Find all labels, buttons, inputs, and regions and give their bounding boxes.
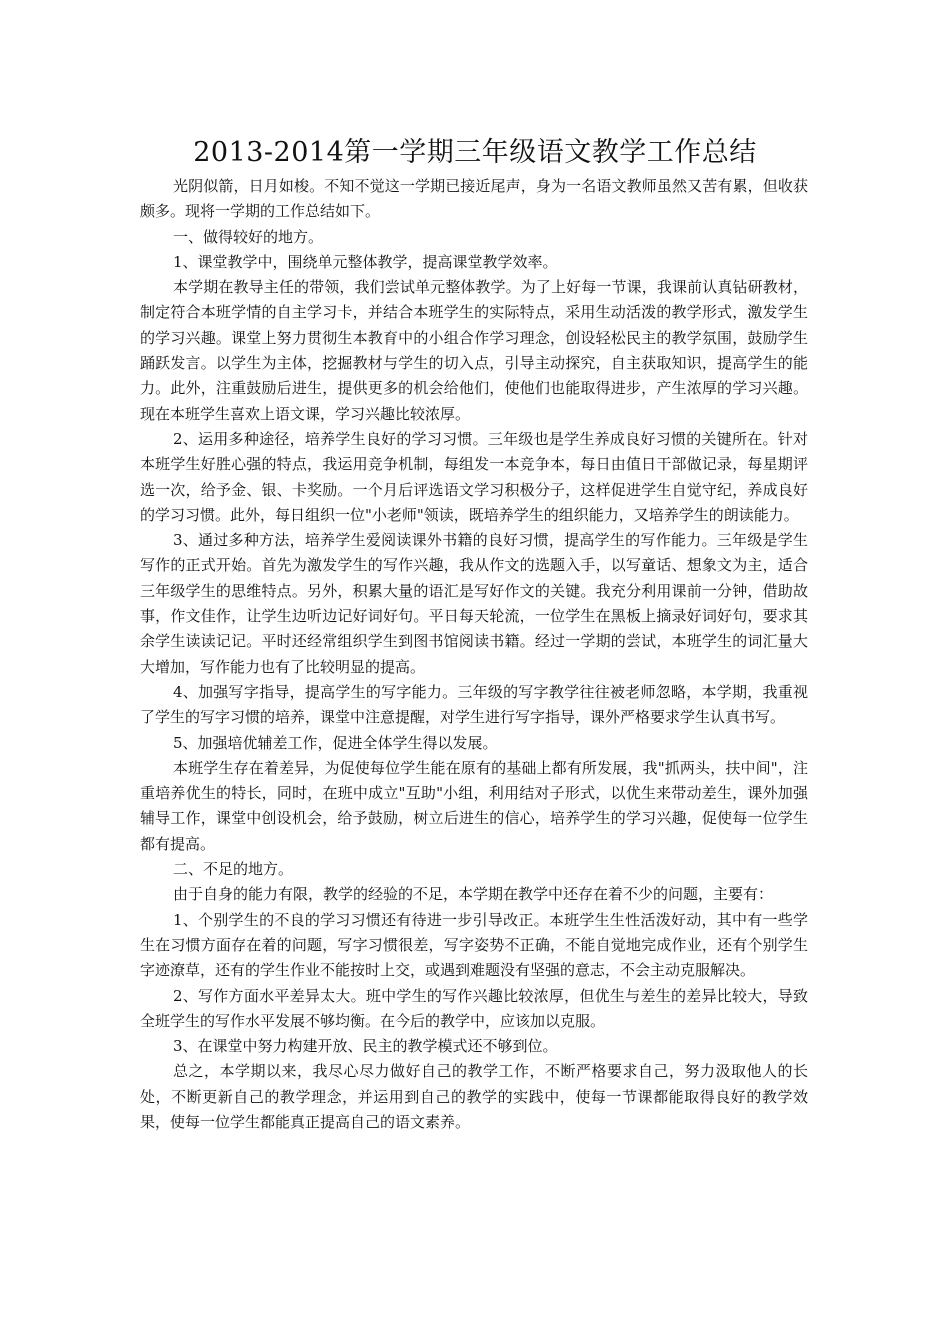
paragraph-study-habits: 2、运用多种途径，培养学生良好的学习习惯。三年级也是学生养成良好习惯的关键所在。针对本班学生好胜心强的特点，我运用竞争机制，每组发一本竞争本，每日由值日干部做记录，每星期评选一次，给予金、银、卡奖励。一个月后评选语文学习积极分子，这样促进学生自觉守纪，养成良好的学习习惯。此外，每日组织一位"小老师"领读，既培养学生的组织能力，又培养学生的朗读能力。 [140,429,808,524]
paragraph-weakness-intro: 由于自身的能力有限，教学的经验的不足，本学期在教学中还存在着不少的问题，主要有： [173,885,774,904]
paragraph-weakness-3: 3、在课堂中努力构建开放、民主的教学模式还不够到位。 [173,1037,558,1056]
paragraph-handwriting: 4、加强写字指导，提高学生的写字能力。三年级的写字教学往往被老师忽略，本学期，我重视了学生的写字习惯的培养，课堂中注意提醒，对学生进行写字指导，课外严格要求学生认真书写。 [140,682,808,727]
subheading-5: 5、加强培优辅差工作，促进全体学生得以发展。 [173,733,498,752]
section-heading-strengths: 一、做得较好的地方。 [173,227,324,246]
paragraph-unit-teaching: 本学期在教导主任的带领，我们尝试单元整体教学。为了上好每一节课，我课前认真钻研教材，制定符合本班学情的自主学习卡，并结合本班学生的实际特点，采用生动活泼的教学形式，激发学生的学习兴趣。课堂上努力贯彻生本教育中的小组合作学习理念，创设轻松民主的教学氛围，鼓励学生踊跃发言。以学生为主体，挖掘教材与学生的切入点，引导主动探究，自主获取知识，提高学生的能力。此外，注重鼓励后进生，提供更多的机会给他们，使他们也能取得进步，产生浓厚的学习兴趣。现在本班学生喜欢上语文课，学习兴趣比较浓厚。 [140,278,808,423]
document-body [140,174,808,1135]
paragraph-intro: 光阴似箭，日月如梭。不知不觉这一学期已接近尾声，身为一名语文教师虽然又苦有累，但收获颇多。现将一学期的工作总结如下。 [140,177,808,221]
paragraph-weakness-2: 2、写作方面水平差异太大。班中学生的写作兴趣比较浓厚，但优生与差生的差异比较大，导致全班学生的写作水平发展不够均衡。在今后的教学中，应该加以克服。 [140,986,808,1030]
subheading-1: 1、课堂教学中，围绕单元整体教学，提高课堂教学效率。 [173,252,558,271]
paragraph-reading-writing: 3、通过多种方法，培养学生爱阅读课外书籍的良好习惯，提高学生的写作能力。三年级是学生写作的正式开始。首先为激发学生的写作兴趣，我从作文的选题入手，以写童话、想象文为主，适合三年级学生的思维特点。另外，积累大量的语汇是写好作文的关键。我充分利用课前一分钟，借助故事，作文佳作，让学生边听边记好词好句。平日每天轮流，一位学生在黑板上摘录好词好句，要求其余学生读读记记。平时还经常组织学生到图书馆阅读书籍。经过一学期的尝试，本班学生的词汇量大大增加，写作能力也有了比较明显的提高。 [140,531,808,676]
paragraph-differentiation: 本班学生存在着差异，为促使每位学生能在原有的基础上都有所发展，我"抓两头，扶中间"，注重培养优生的特长，同时，在班中成立"互助"小组，利用结对子形式，以优生来带动差生，课外加强辅导工作，课堂中创设机会，给予鼓励，树立后进生的信心，培养学生的学习兴趣，促使每一位学生都有提高。 [140,758,808,853]
paragraph-weakness-1: 1、个别学生的不良的学习习惯还有待进一步引导改正。本班学生生性活泼好动，其中有一些学生在习惯方面存在着的问题，写字习惯很差，写字姿势不正确，不能自觉地完成作业，还有个别学生字迹潦草，还有的学生作业不能按时上交，或遇到难题没有坚强的意志，不会主动克服解决。 [140,910,808,980]
section-heading-weaknesses: 二、不足的地方。 [173,860,294,879]
document-title: 2013-2014第一学期三年级语文教学工作总结 [193,137,757,168]
paragraph-conclusion: 总之，本学期以来，我尽心尽力做好自己的教学工作，不断严格要求自己，努力汲取他人的长处，不断更新自己的教学理念，并运用到自己的教学的实践中，使每一节课都能取得良好的教学效果，使每一位学生都能真正提高自己的语文素养。 [140,1062,808,1131]
